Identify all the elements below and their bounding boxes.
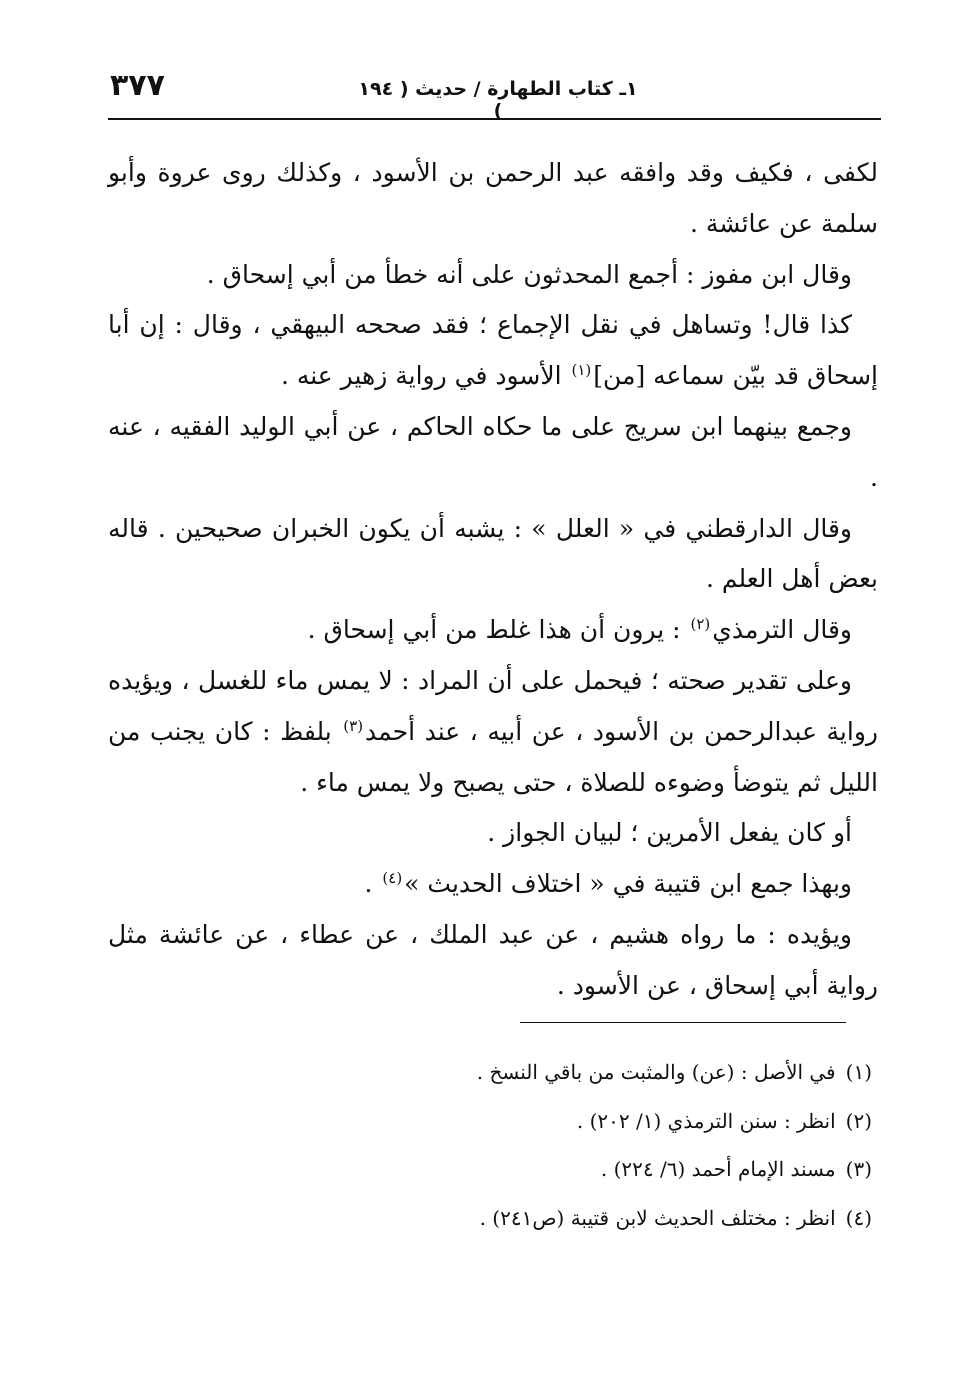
footnote-number: (١) bbox=[845, 1060, 872, 1084]
footnote-number: (٣) bbox=[845, 1157, 872, 1181]
footnote-ref[interactable]: (١) bbox=[571, 361, 592, 380]
running-head: ١ـ كتاب الطهارة / حديث ( ١٩٤ ) bbox=[358, 78, 638, 122]
paragraph-text: وبهذا جمع ابن قتيبة في « اختلاف الحديث » bbox=[404, 869, 852, 899]
page-number: ٣٧٧ bbox=[110, 68, 165, 103]
paragraph-text: كذا قال! وتساهل في نقل الإجماع ؛ فقد صححه البيهقي ، وقال : إن أبا إسحاق قد بيّن سماعه [من] bbox=[108, 310, 878, 391]
paragraph-text: الأسود في رواية زهير عنه . bbox=[280, 361, 570, 391]
footnote bbox=[108, 1048, 878, 1097]
footnote bbox=[108, 1194, 878, 1243]
paragraph bbox=[108, 859, 878, 910]
footnote-text: انظر : سنن الترمذي (١/ ٢٠٢) . bbox=[576, 1108, 836, 1133]
paragraph bbox=[108, 605, 878, 656]
footnote bbox=[108, 1097, 878, 1146]
footnote-divider bbox=[520, 1022, 846, 1023]
footnote-ref[interactable]: (٣) bbox=[343, 716, 364, 735]
footnote-text: انظر : مختلف الحديث لابن قتيبة (ص٢٤١) . bbox=[479, 1205, 836, 1230]
paragraph-text: : يرون أن هذا غلط من أبي إسحاق . bbox=[307, 615, 689, 645]
page-header bbox=[108, 66, 881, 120]
footnote-text: مسند الإمام أحمد (٦/ ٢٢٤) . bbox=[600, 1157, 836, 1181]
paragraph: ويؤيده : ما رواه هشيم ، عن عبد الملك ، عن عطاء ، عن عائشة مثل رواية أبي إسحاق ، عن الأسود . bbox=[108, 919, 878, 1000]
paragraph: وقال الدارقطني في « العلل » : يشبه أن يكون الخبران صحيحين . قاله بعض أهل العلم . bbox=[108, 513, 878, 594]
paragraph bbox=[108, 300, 878, 402]
paragraph-text: بلفظ : كان يجنب من الليل ثم يتوضأ وضوءه للصلاة ، حتى يصبح ولا يمس ماء . bbox=[108, 716, 878, 797]
footnote-text: في الأصل : (عن) والمثبت من باقي النسخ . bbox=[476, 1060, 836, 1084]
main-text bbox=[108, 148, 878, 1012]
footnote-ref[interactable]: (٢) bbox=[690, 615, 711, 634]
footnotes bbox=[108, 1048, 878, 1242]
paragraph bbox=[108, 656, 878, 808]
footnote-ref[interactable]: (٤) bbox=[382, 869, 403, 888]
paragraph-text: وعلى تقدير صحته ؛ فيحمل على أن المراد : لا يمس ماء للغسل ، ويؤيده رواية عبدالرحمن بن الأسود ، عن أبيه ، عند أحمد bbox=[108, 665, 878, 746]
paragraph: وقال ابن مفوز : أجمع المحدثون على أنه خطأ من أبي إسحاق . bbox=[206, 259, 852, 289]
footnote-number: (٢) bbox=[845, 1108, 872, 1133]
paragraph-text: وقال الترمذي bbox=[712, 615, 852, 645]
paragraph: أو كان يفعل الأمرين ؛ لبيان الجواز . bbox=[487, 818, 852, 848]
footnote-number: (٤) bbox=[845, 1205, 872, 1230]
footnote bbox=[108, 1145, 878, 1194]
paragraph: لكفى ، فكيف وقد وافقه عبد الرحمن بن الأسود ، وكذلك روى عروة وأبو سلمة عن عائشة . bbox=[108, 158, 878, 238]
paragraph-text: . bbox=[364, 869, 381, 899]
paragraph: وجمع بينهما ابن سريج على ما حكاه الحاكم ، عن أبي الوليد الفقيه ، عنه . bbox=[108, 411, 878, 492]
